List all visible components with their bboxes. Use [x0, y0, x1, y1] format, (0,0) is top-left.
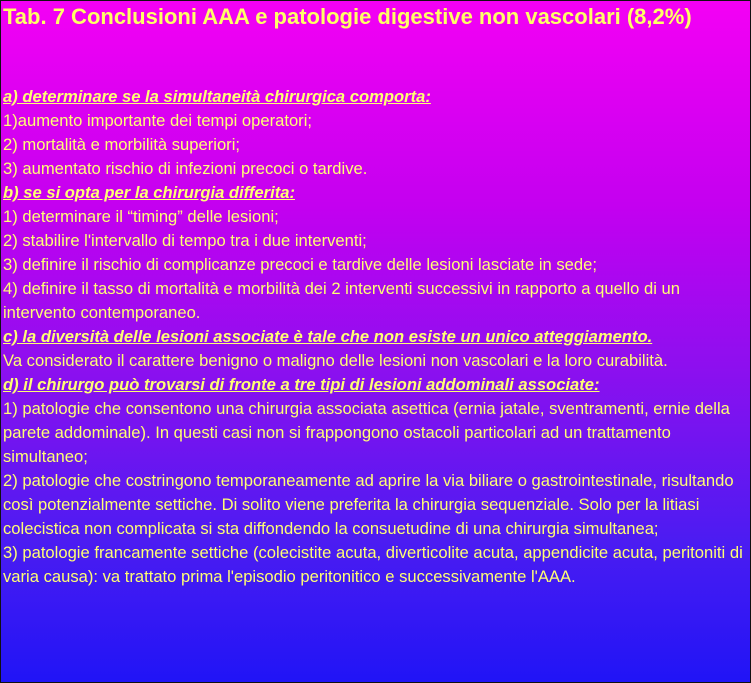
section-a-line: 3) aumentato rischio di infezioni precoci o tardive. — [3, 159, 368, 178]
section-c-line: Va considerato il carattere benigno o maligno delle lesioni non vascolari e la loro curabilità. — [3, 351, 668, 370]
section-c-heading: c) la diversità delle lesioni associate è tale che non esiste un unico atteggiamento. — [3, 327, 653, 346]
section-b-heading: b) se si opta per la chirurgia differita: — [3, 183, 295, 202]
section-d-line: 1) patologie che consentono una chirurgia associata asettica (ernia jatale, sventramenti, ernie della parete addominale). In questi casi non si frappongono ostacoli particolari ad un trattamento simultaneo; — [3, 399, 730, 466]
slide-title: Tab. 7 Conclusioni AAA e patologie digestive non vascolari (8,2%) — [3, 4, 692, 29]
slide-content — [3, 85, 751, 589]
section-b-line: 3) definire il rischio di complicanze precoci e tardive delle lesioni lasciate in sede; — [3, 255, 597, 274]
section-a-line: 2) mortalità e morbilità superiori; — [3, 135, 241, 154]
section-d-line: 3) patologie francamente settiche (colecistite acuta, diverticolite acuta, appendicite acuta, peritoniti di varia causa): va trattato prima l'episodio peritonitico e successivamente l'AAA. — [3, 543, 743, 586]
section-b-line: 2) stabilire l'intervallo di tempo tra i due interventi; — [3, 231, 367, 250]
section-b-line: 1) determinare il “timing” delle lesioni; — [3, 207, 279, 226]
section-d-heading: d) il chirurgo può trovarsi di fronte a tre tipi di lesioni addominali associate: — [3, 375, 600, 394]
section-a-line: 1)aumento importante dei tempi operatori; — [3, 111, 312, 130]
section-b-line: 4) definire il tasso di mortalità e morbilità dei 2 interventi successivi in rapporto a quello di un intervento contemporaneo. — [3, 279, 680, 322]
section-d-line: 2) patologie che costringono temporaneamente ad aprire la via biliare o gastrointestinale, risultando così potenzialmente settiche. Di solito viene preferita la chirurgia sequenziale. Solo per la litiasi colecistica non complicata si sta diffondendo la consuetudine di una chirurgia simultanea; — [3, 471, 734, 538]
section-a-heading: a) determinare se la simultaneità chirurgica comporta: — [3, 87, 431, 106]
